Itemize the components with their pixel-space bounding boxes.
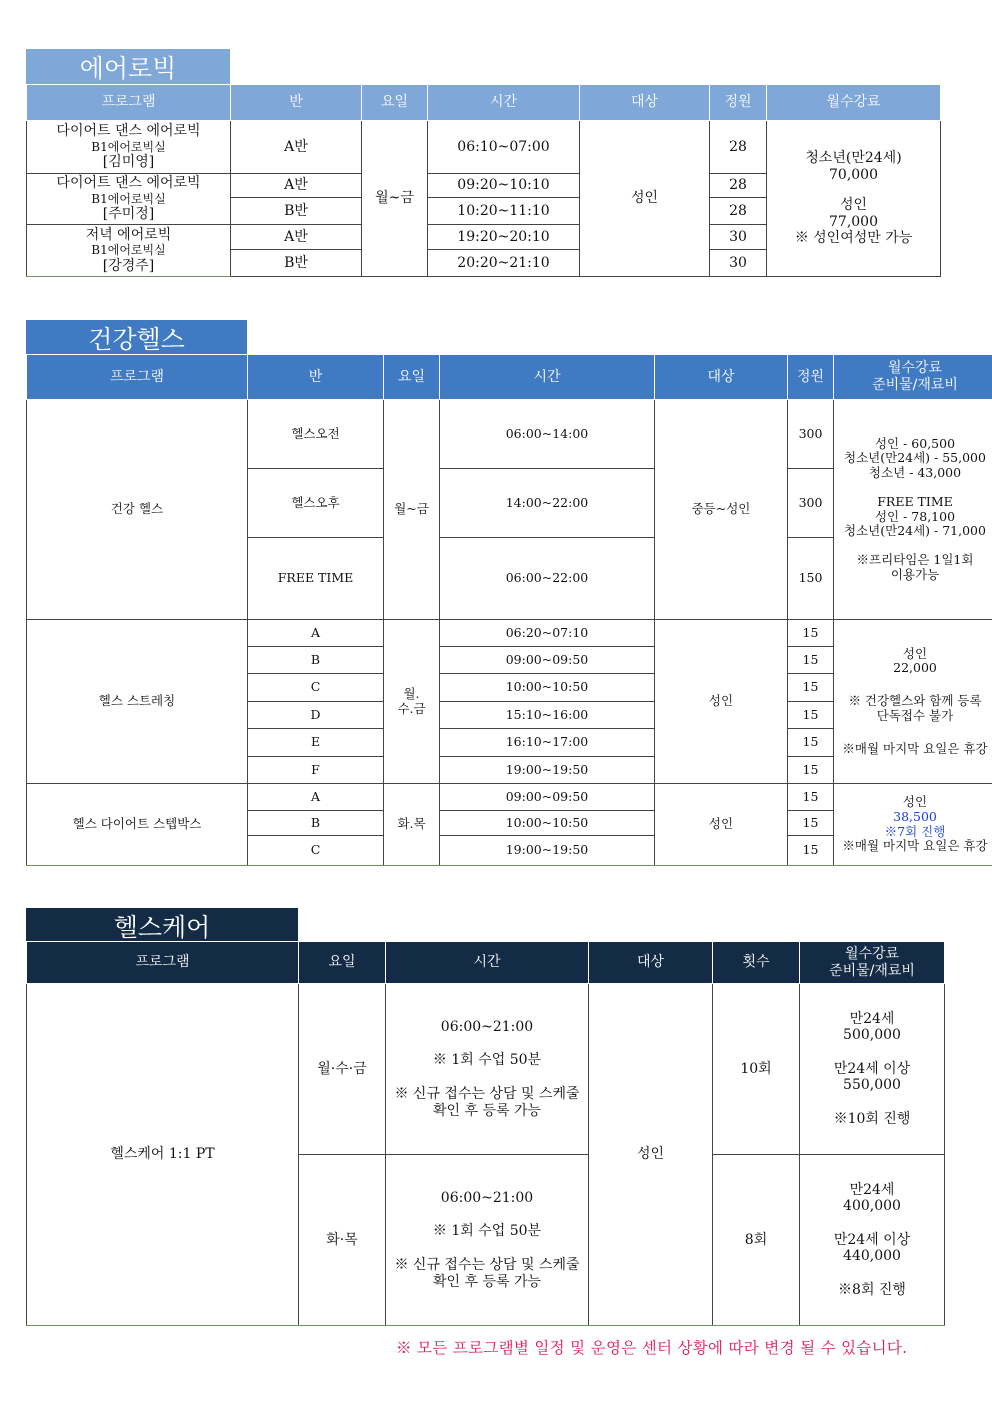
program-name: 다이어트 댄스 에어로빅 [56,175,201,192]
header-fee-line2: 준비물/재료비 [872,377,958,393]
class-cell: B반 [231,198,362,225]
header-day: 요일 [384,355,440,400]
time-cell: 09:20~10:10 [428,174,580,198]
healthcare-section-title: 헬스케어 [26,908,298,943]
capacity-cell: 28 [710,198,767,225]
day-cell: 월·수·금 [299,984,386,1155]
fee-note: ※7회 진행 [884,823,946,839]
header-class: 반 [248,355,384,400]
class-cell: C [248,674,384,702]
time-cell: 06:10~07:00 [428,121,580,174]
time-cell: 15:10~16:00 [440,702,655,729]
fee-line: 성인 - 78,100 [874,508,956,524]
class-cell: FREE TIME [248,538,384,620]
healthcare-table [26,941,945,1326]
fee-a: 400,000 [843,1198,901,1215]
program-name: 저녁 에어로빅 [85,226,172,243]
program-cell: 건강 헬스 [27,400,248,620]
capacity-cell: 30 [710,225,767,250]
capacity-cell: 15 [788,647,834,674]
fee-note: ※10회 진행 [833,1110,911,1127]
capacity-cell: 15 [788,702,834,729]
time-cell: 19:20~20:10 [428,225,580,250]
program-instructor: [주미정] [102,206,155,223]
header-day: 요일 [299,942,386,984]
header-day: 요일 [362,85,428,121]
fee-a-label: 만24세 [849,1010,895,1027]
table-row [27,400,992,469]
fee-line: ※매월 마지막 요일은 휴강 [842,740,988,756]
capacity-cell: 15 [788,729,834,757]
fee-a-label: 만24세 [849,1181,895,1198]
target-cell: 성인 [655,784,788,866]
header-target: 대상 [655,355,788,400]
fee-line: 성인 [902,645,928,661]
program-cell [27,225,231,277]
healthcare-header-row [27,942,945,984]
class-cell: A [248,620,384,647]
fee-line: 성인 - 60,500 [874,435,956,451]
fee-cell [834,620,992,784]
table-row [27,784,992,811]
fee-rest: ※매월 마지막 요일은 휴강 [842,838,988,854]
day-cell: 화.목 [384,784,440,866]
time-text: 06:00~21:00 [440,1189,534,1206]
program-room: B1에어로빅실 [91,243,166,258]
aerobic-table [26,84,941,277]
header-count: 횟수 [713,942,800,984]
program-room: B1에어로빅실 [91,139,166,154]
header-fee [834,355,992,400]
health-table [26,354,992,866]
fee-line: ※프리타임은 1일1회 [856,552,974,567]
class-cell: C [248,836,384,866]
class-cell: A반 [231,174,362,198]
program-cell [27,174,231,225]
day-cell [384,620,440,784]
header-time: 시간 [440,355,655,400]
header-program: 프로그램 [27,85,231,121]
time-cell: 16:10~17:00 [440,729,655,757]
header-target: 대상 [580,85,710,121]
capacity-cell: 300 [788,400,834,469]
fee-cell [767,121,941,277]
time-cell [386,1155,589,1326]
time-text: 06:00~21:00 [440,1018,534,1035]
day-cell: 월~금 [362,121,428,277]
capacity-cell: 15 [788,784,834,811]
fee-cell [834,784,992,866]
capacity-cell: 30 [710,250,767,277]
time-cell: 10:20~11:10 [428,198,580,225]
notice-line2: 확인 후 등록 가능 [432,1273,542,1290]
fee-line: 청소년(만24세) - 71,000 [844,523,986,539]
fee-line: 청소년 - 43,000 [868,465,962,480]
fee-line: 단독접수 불가 [876,707,954,723]
fee-b-label: 만24세 이상 [833,1231,911,1248]
table-row [27,984,945,1155]
day-text: 월.수.금 [397,685,426,716]
notice-line1: ※ 신규 접수는 상담 및 스케줄 [394,1086,580,1102]
program-cell [27,121,231,174]
header-capacity: 정원 [788,355,834,400]
time-cell: 06:20~07:10 [440,620,655,647]
fee-line: 청소년(만24세) - 55,000 [844,450,986,466]
capacity-cell: 300 [788,469,834,538]
notice-line1: ※ 신규 접수는 상담 및 스케줄 [394,1257,580,1273]
class-cell: D [248,702,384,729]
header-time: 시간 [386,942,589,984]
capacity-cell: 150 [788,538,834,620]
session-text: ※ 1회 수업 50분 [432,1223,542,1240]
fee-b: 550,000 [843,1077,901,1094]
class-cell: 헬스오후 [248,469,384,538]
target-cell: 성인 [655,620,788,784]
fee-cell [800,1155,945,1326]
fee-label: 성인 [902,794,928,809]
class-cell: B [248,647,384,674]
header-capacity: 정원 [710,85,767,121]
health-header-row [27,355,992,400]
class-cell: E [248,729,384,757]
notice-line2: 확인 후 등록 가능 [432,1102,542,1119]
header-time: 시간 [428,85,580,121]
target-cell: 중등~성인 [655,400,788,620]
time-cell: 20:20~21:10 [428,250,580,277]
time-cell: 09:00~09:50 [440,784,655,811]
count-cell: 8회 [713,1155,800,1326]
program-name: 다이어트 댄스 에어로빅 [56,123,201,140]
day-cell: 화·목 [299,1155,386,1326]
aerobic-header-row [27,85,941,121]
capacity-cell: 15 [788,757,834,784]
table-row [27,620,992,647]
program-instructor: [김미영] [102,154,155,171]
class-cell: A반 [231,121,362,174]
capacity-cell: 15 [788,836,834,866]
program-cell: 헬스 다이어트 스텝박스 [27,784,248,866]
footer-notice: ※ 모든 프로그램별 일정 및 운영은 센터 상황에 따라 변경 될 수 있습니다. [396,1339,908,1357]
time-cell: 09:00~09:50 [440,647,655,674]
class-cell: B반 [231,250,362,277]
fee-cell [800,984,945,1155]
fee-youth-label: 청소년(만24세) [805,150,902,167]
program-instructor: [강경주] [102,257,155,274]
header-target: 대상 [589,942,713,984]
health-section-title: 건강헬스 [26,320,247,356]
header-fee-line2: 준비물/재료비 [829,962,915,979]
aerobic-section-title: 에어로빅 [26,49,230,85]
fee-line: ※ 건강헬스와 함께 등록 [848,693,982,709]
header-class: 반 [231,85,362,121]
count-cell: 10회 [713,984,800,1155]
fee-b-label: 만24세 이상 [833,1060,911,1077]
fee-price: 38,500 [893,808,937,824]
fee-youth-price: 70,000 [829,166,878,183]
day-cell: 월~금 [384,400,440,620]
program-room: B1에어로빅실 [91,191,166,206]
fee-line: FREE TIME [877,493,953,509]
capacity-cell: 15 [788,674,834,702]
header-fee [800,942,945,984]
capacity-cell: 28 [710,121,767,174]
time-cell [386,984,589,1155]
target-cell: 성인 [589,984,713,1326]
class-cell: B [248,811,384,836]
fee-adult-price: 77,000 [829,213,878,230]
session-text: ※ 1회 수업 50분 [432,1052,542,1069]
time-cell: 10:00~10:50 [440,674,655,702]
class-cell: F [248,757,384,784]
time-cell: 14:00~22:00 [440,469,655,538]
time-cell: 19:00~19:50 [440,757,655,784]
fee-a: 500,000 [843,1027,901,1044]
program-cell: 헬스케어 1:1 PT [27,984,299,1326]
target-cell: 성인 [580,121,710,277]
fee-cell [834,400,992,620]
time-cell: 06:00~22:00 [440,538,655,620]
capacity-cell: 15 [788,811,834,836]
fee-adult-label: 성인 [839,197,868,214]
fee-line: 이용가능 [890,566,940,582]
fee-note: ※ 성인여성만 가능 [794,230,913,247]
header-program: 프로그램 [27,355,248,400]
time-cell: 19:00~19:50 [440,836,655,866]
class-cell: A반 [231,225,362,250]
fee-note: ※8회 진행 [838,1281,906,1298]
capacity-cell: 15 [788,620,834,647]
header-program: 프로그램 [27,942,299,984]
capacity-cell: 28 [710,174,767,198]
table-row [27,121,941,174]
header-fee-line1: 월수강료 [887,360,943,377]
fee-line: 22,000 [893,660,937,676]
time-cell: 10:00~10:50 [440,811,655,836]
fee-b: 440,000 [843,1248,901,1265]
class-cell: A [248,784,384,811]
header-fee: 월수강료 [767,85,941,121]
time-cell: 06:00~14:00 [440,400,655,469]
class-cell: 헬스오전 [248,400,384,469]
header-fee-line1: 월수강료 [844,945,900,962]
program-cell: 헬스 스트레칭 [27,620,248,784]
